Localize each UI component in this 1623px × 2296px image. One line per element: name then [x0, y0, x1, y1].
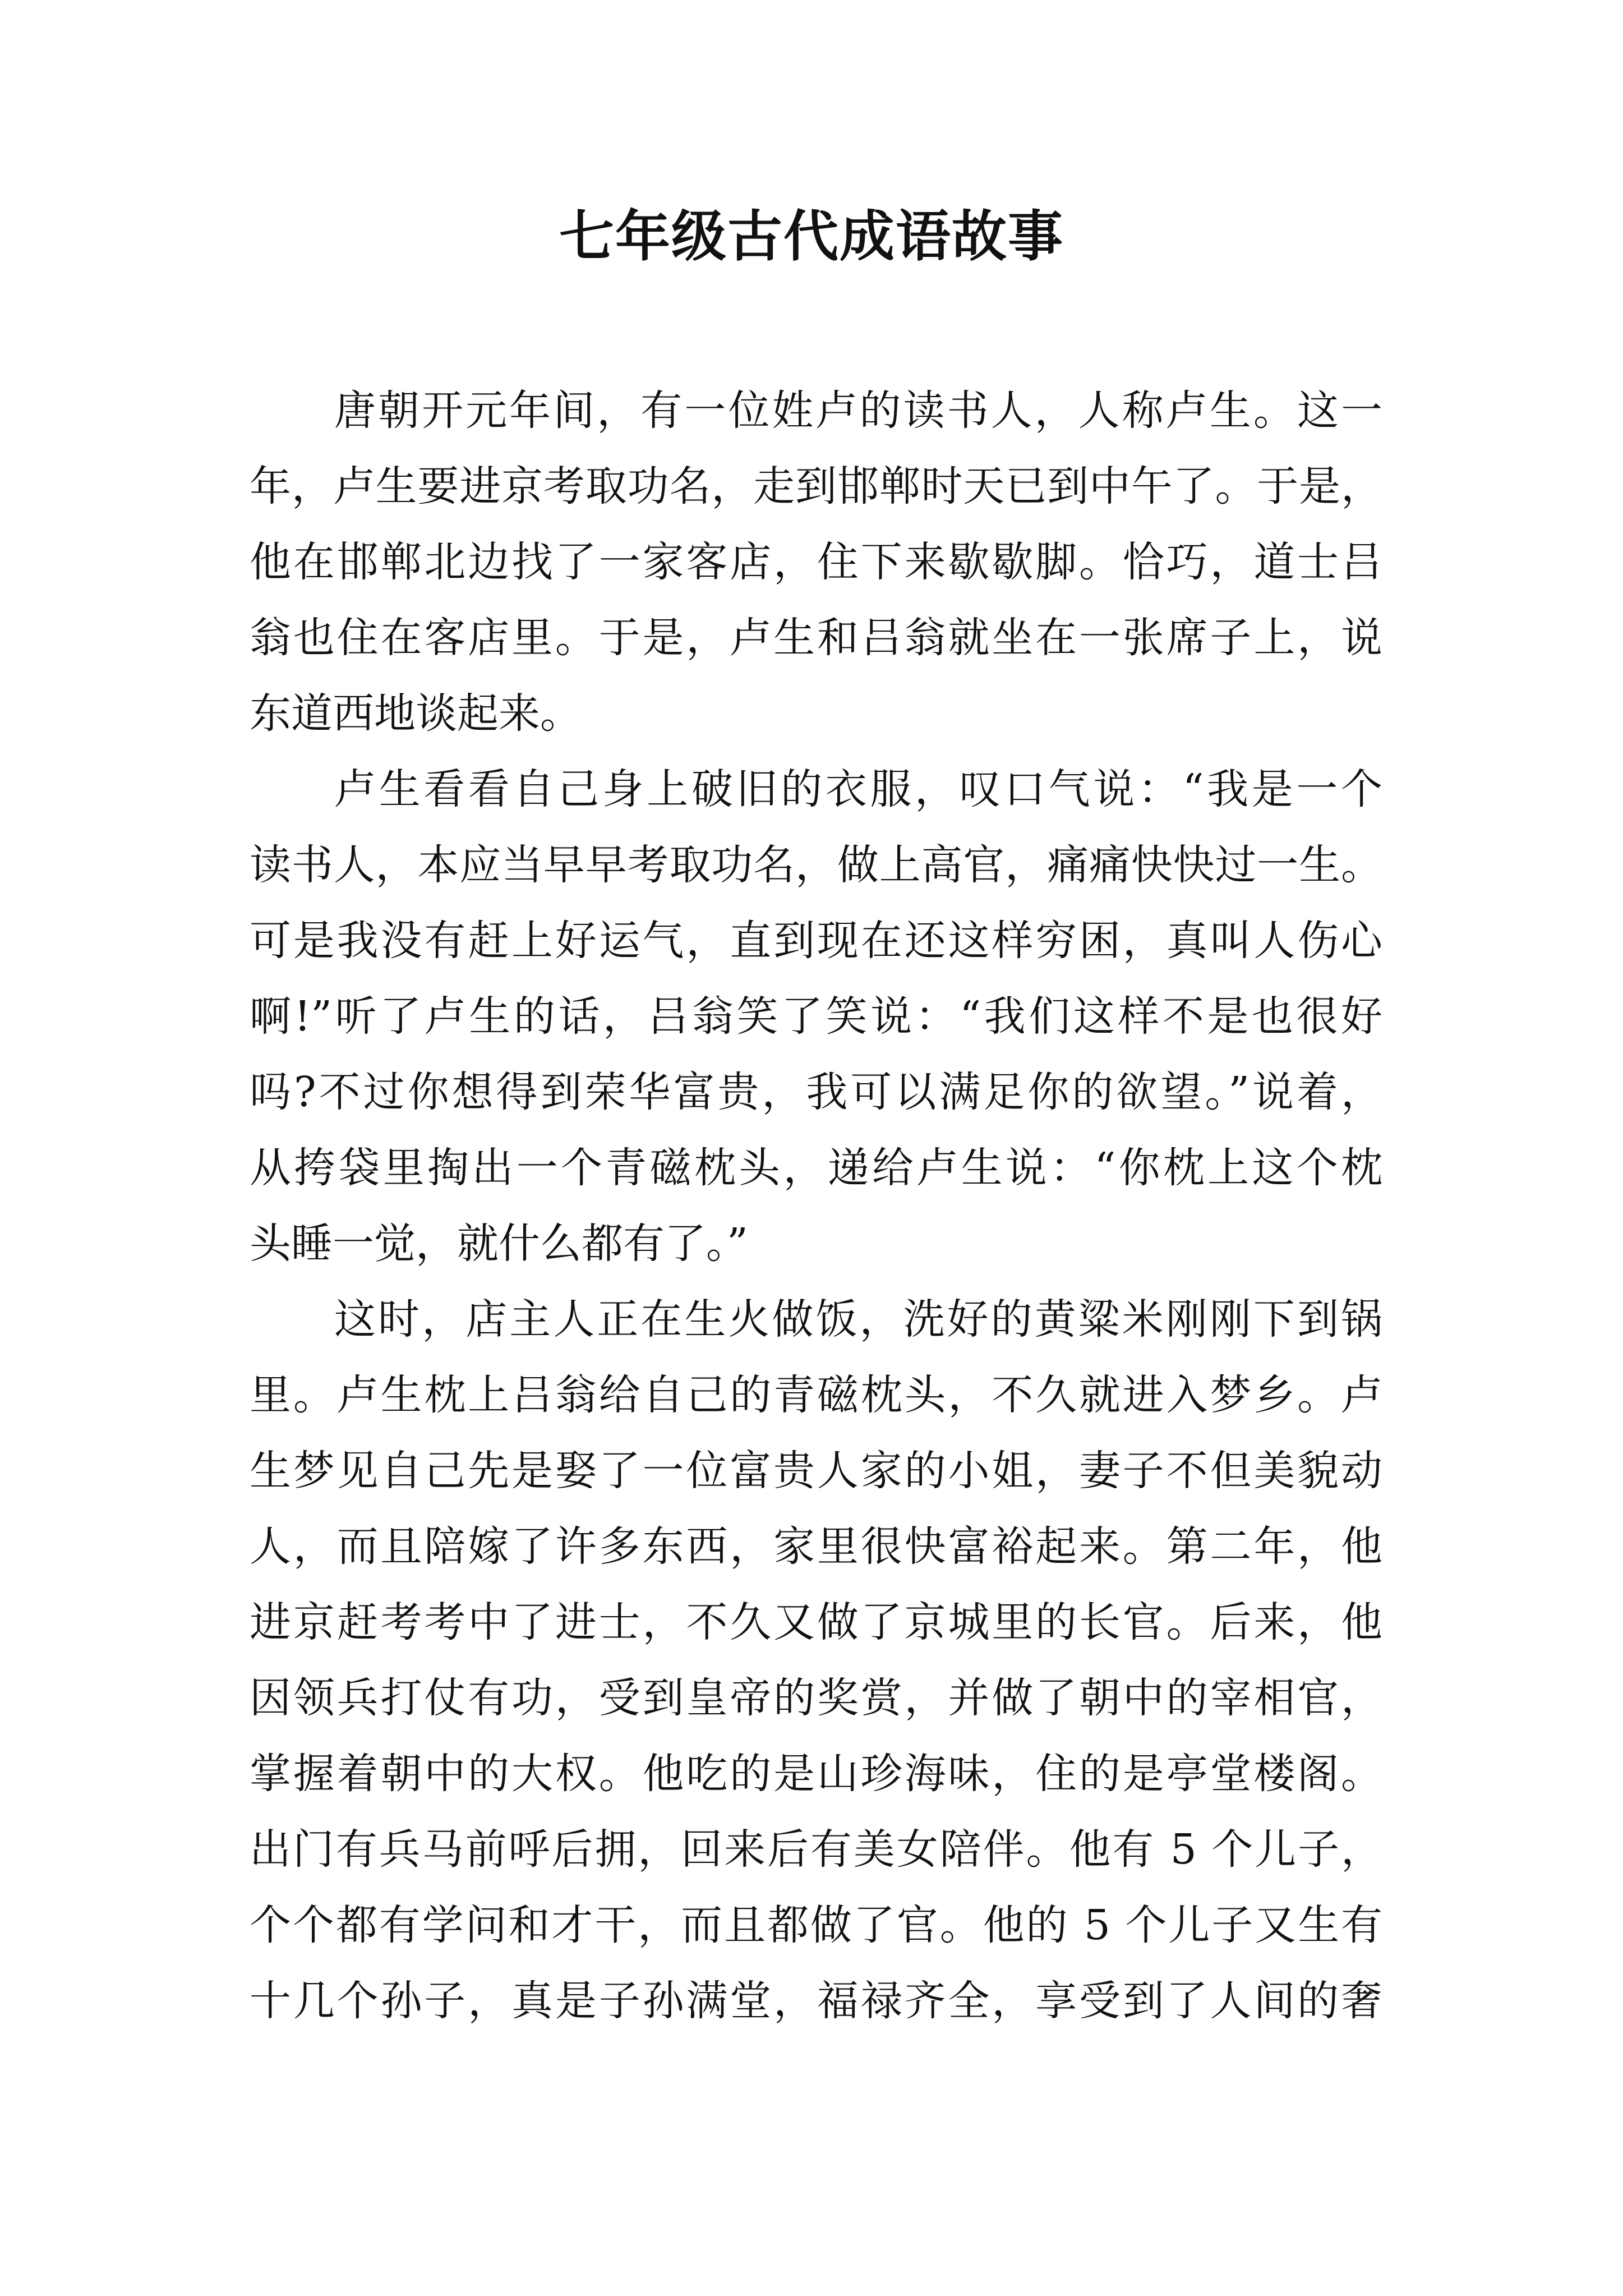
text-line: 出门有兵马前呼后拥，回来后有美女陪伴。他有 5 个儿子， [250, 1825, 1382, 1874]
text-line: 里。卢生枕上吕翁给自己的青磁枕头，不久就进入梦乡。卢 [250, 1371, 1382, 1419]
text-line: 吗?不过你想得到荣华富贵，我可以满足你的欲望。”说着， [250, 1068, 1382, 1116]
document-title: 七年级古代成语故事 [559, 204, 1064, 269]
text-line: 这时，店主人正在生火做饭，洗好的黄粱米刚刚下到锅 [334, 1295, 1382, 1343]
text-line: 他在邯郸北边找了一家客店，住下来歇歇脚。恰巧，道士吕 [250, 538, 1382, 586]
text-line: 头睡一觉，就什么都有了。” [250, 1220, 748, 1268]
text-line: 个个都有学问和才干，而且都做了官。他的 5 个儿子又生有 [250, 1901, 1382, 1949]
text-line: 掌握着朝中的大权。他吃的是山珍海味，住的是亭堂楼阁。 [250, 1750, 1382, 1798]
text-line: 唐朝开元年间，有一位姓卢的读书人，人称卢生。这一 [334, 386, 1382, 435]
text-line: 翁也住在客店里。于是，卢生和吕翁就坐在一张席子上，说 [250, 614, 1382, 662]
text-line: 十几个孙子，真是子孙满堂，福禄齐全，享受到了人间的奢 [250, 1977, 1382, 2025]
text-line: 生梦见自己先是娶了一位富贵人家的小姐，妻子不但美貌动 [250, 1447, 1382, 1495]
text-line: 从挎袋里掏出一个青磁枕头，递给卢生说：“你枕上这个枕 [250, 1144, 1382, 1192]
text-line: 啊!”听了卢生的话，吕翁笑了笑说：“我们这样不是也很好 [250, 992, 1382, 1041]
text-line: 可是我没有赶上好运气，直到现在还这样穷困，真叫人伤心 [250, 917, 1382, 965]
text-line: 人，而且陪嫁了许多东西，家里很快富裕起来。第二年，他 [250, 1522, 1382, 1571]
text-line: 东道西地谈起来。 [250, 689, 582, 738]
text-line: 因领兵打仗有功，受到皇帝的奖赏，并做了朝中的宰相官， [250, 1674, 1382, 1722]
text-line: 年，卢生要进京考取功名，走到邯郸时天已到中午了。于是， [250, 462, 1382, 510]
text-line: 卢生看看自己身上破旧的衣服，叹口气说：“我是一个 [334, 765, 1382, 813]
text-line: 读书人，本应当早早考取功名，做上高官，痛痛快快过一生。 [250, 841, 1382, 889]
text-line: 进京赶考考中了进士，不久又做了京城里的长官。后来，他 [250, 1598, 1382, 1646]
